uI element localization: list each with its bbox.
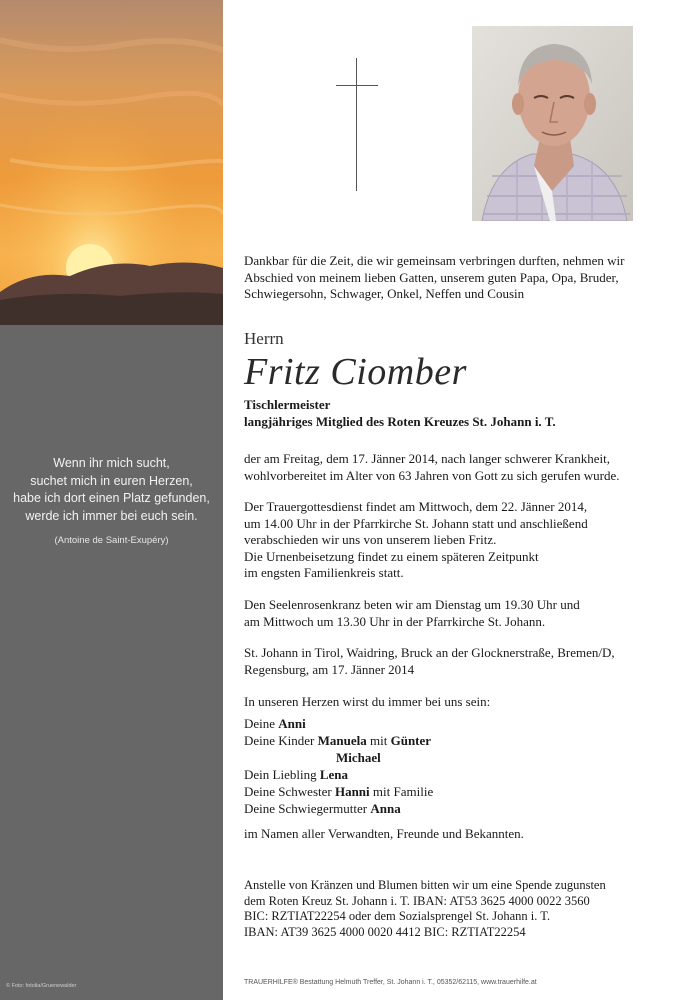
places-line: Regensburg, am 17. Jänner 2014 xyxy=(244,661,415,677)
relatives-text xyxy=(244,826,674,843)
quote-line: suchet mich in euren Herzen, xyxy=(30,473,193,488)
cross-icon xyxy=(336,58,378,191)
passing-text xyxy=(244,451,674,484)
family-list xyxy=(244,716,674,818)
service-line: um 14.00 Uhr in der Pfarrkirche St. Johann statt und anschließend xyxy=(244,515,588,531)
hearts-line: In unseren Herzen wirst du immer bei uns sein: xyxy=(244,694,491,709)
donation-line: IBAN: AT39 3625 4000 0020 4412 BIC: RZTIAT22254 xyxy=(244,924,526,939)
rosary-line: Den Seelenrosenkranz beten wir am Dienstag um 19.30 Uhr und xyxy=(244,597,580,612)
quote-line: habe ich dort einen Platz gefunden, xyxy=(13,491,210,505)
family-row: Dein Liebling Lena xyxy=(244,767,348,782)
donation-line: dem Roten Kreuz St. Johann i. T. IBAN: AT53 3625 4000 0022 3560 xyxy=(244,893,590,908)
rosary-text xyxy=(244,597,674,630)
deceased-name: Fritz Ciomber xyxy=(244,351,467,393)
service-line: verabschieden wir uns von unserem lieben Fritz. xyxy=(244,532,497,547)
passing-line: der am Freitag, dem 17. Jänner 2014, nach langer schwerer Krankheit, xyxy=(244,451,611,466)
passing-line: wohlvorbereitet im Alter von 63 Jahren von Gott zu sich gerufen wurde. xyxy=(244,467,620,483)
salutation: Herrn xyxy=(244,329,284,348)
left-panel xyxy=(0,0,223,1000)
title-line: langjähriges Mitglied des Roten Kreuzes St. Johann i. T. xyxy=(244,413,556,429)
deceased-titles xyxy=(244,397,556,430)
quote-line: Wenn ihr mich sucht, xyxy=(53,456,170,470)
intro-text xyxy=(244,253,674,303)
service-text xyxy=(244,499,674,582)
family-row: Deine Anni xyxy=(244,716,306,731)
photo-credit: © Foto: fotolia/Gruenewalder xyxy=(6,983,77,989)
family-row: Deine Schwiegermutter Anna xyxy=(244,801,401,816)
donation-text xyxy=(244,878,674,940)
places-text xyxy=(244,645,674,678)
funeral-home-footer: TRAUERHILFE® Bestattung Helmuth Treffer, St. Johann i. T., 05352/62115, www.trauerhilfe.at xyxy=(244,979,537,986)
intro-line: Abschied von meinem lieben Gatten, unserem guten Papa, Opa, Bruder, xyxy=(244,269,619,285)
sunset-image xyxy=(0,0,223,325)
service-line: Die Urnenbeisetzung findet zu einem späteren Zeitpunkt xyxy=(244,548,539,564)
quote xyxy=(0,455,223,546)
quote-author: (Antoine de Saint-Exupéry) xyxy=(54,535,169,546)
portrait-photo xyxy=(472,26,633,221)
relatives-line: im Namen aller Verwandten, Freunde und Bekannten. xyxy=(244,826,524,841)
hearts-text xyxy=(244,694,674,711)
service-line: im engsten Familienkreis statt. xyxy=(244,565,404,580)
quote-line: werde ich immer bei euch sein. xyxy=(25,508,198,523)
family-row: Deine Kinder Manuela mit Günter xyxy=(244,733,432,748)
donation-line: Anstelle von Kränzen und Blumen bitten wir um eine Spende zugunsten xyxy=(244,878,606,892)
intro-line: Schwiegersohn, Schwager, Onkel, Neffen und Cousin xyxy=(244,286,525,301)
intro-line: Dankbar für die Zeit, die wir gemeinsam verbringen durften, nehmen wir xyxy=(244,253,625,268)
title-line: Tischlermeister xyxy=(244,397,331,412)
family-row: Michael xyxy=(336,750,381,765)
family-row: Deine Schwester Hanni mit Familie xyxy=(244,784,434,799)
places-line: St. Johann in Tirol, Waidring, Bruck an der Glocknerstraße, Bremen/D, xyxy=(244,645,615,660)
service-line: Der Trauergottesdienst findet am Mittwoch, dem 22. Jänner 2014, xyxy=(244,499,588,514)
rosary-line: am Mittwoch um 13.30 Uhr in der Pfarrkirche St. Johann. xyxy=(244,613,546,629)
donation-line: BIC: RZTIAT22254 oder dem Sozialsprengel St. Johann i. T. xyxy=(244,909,551,923)
